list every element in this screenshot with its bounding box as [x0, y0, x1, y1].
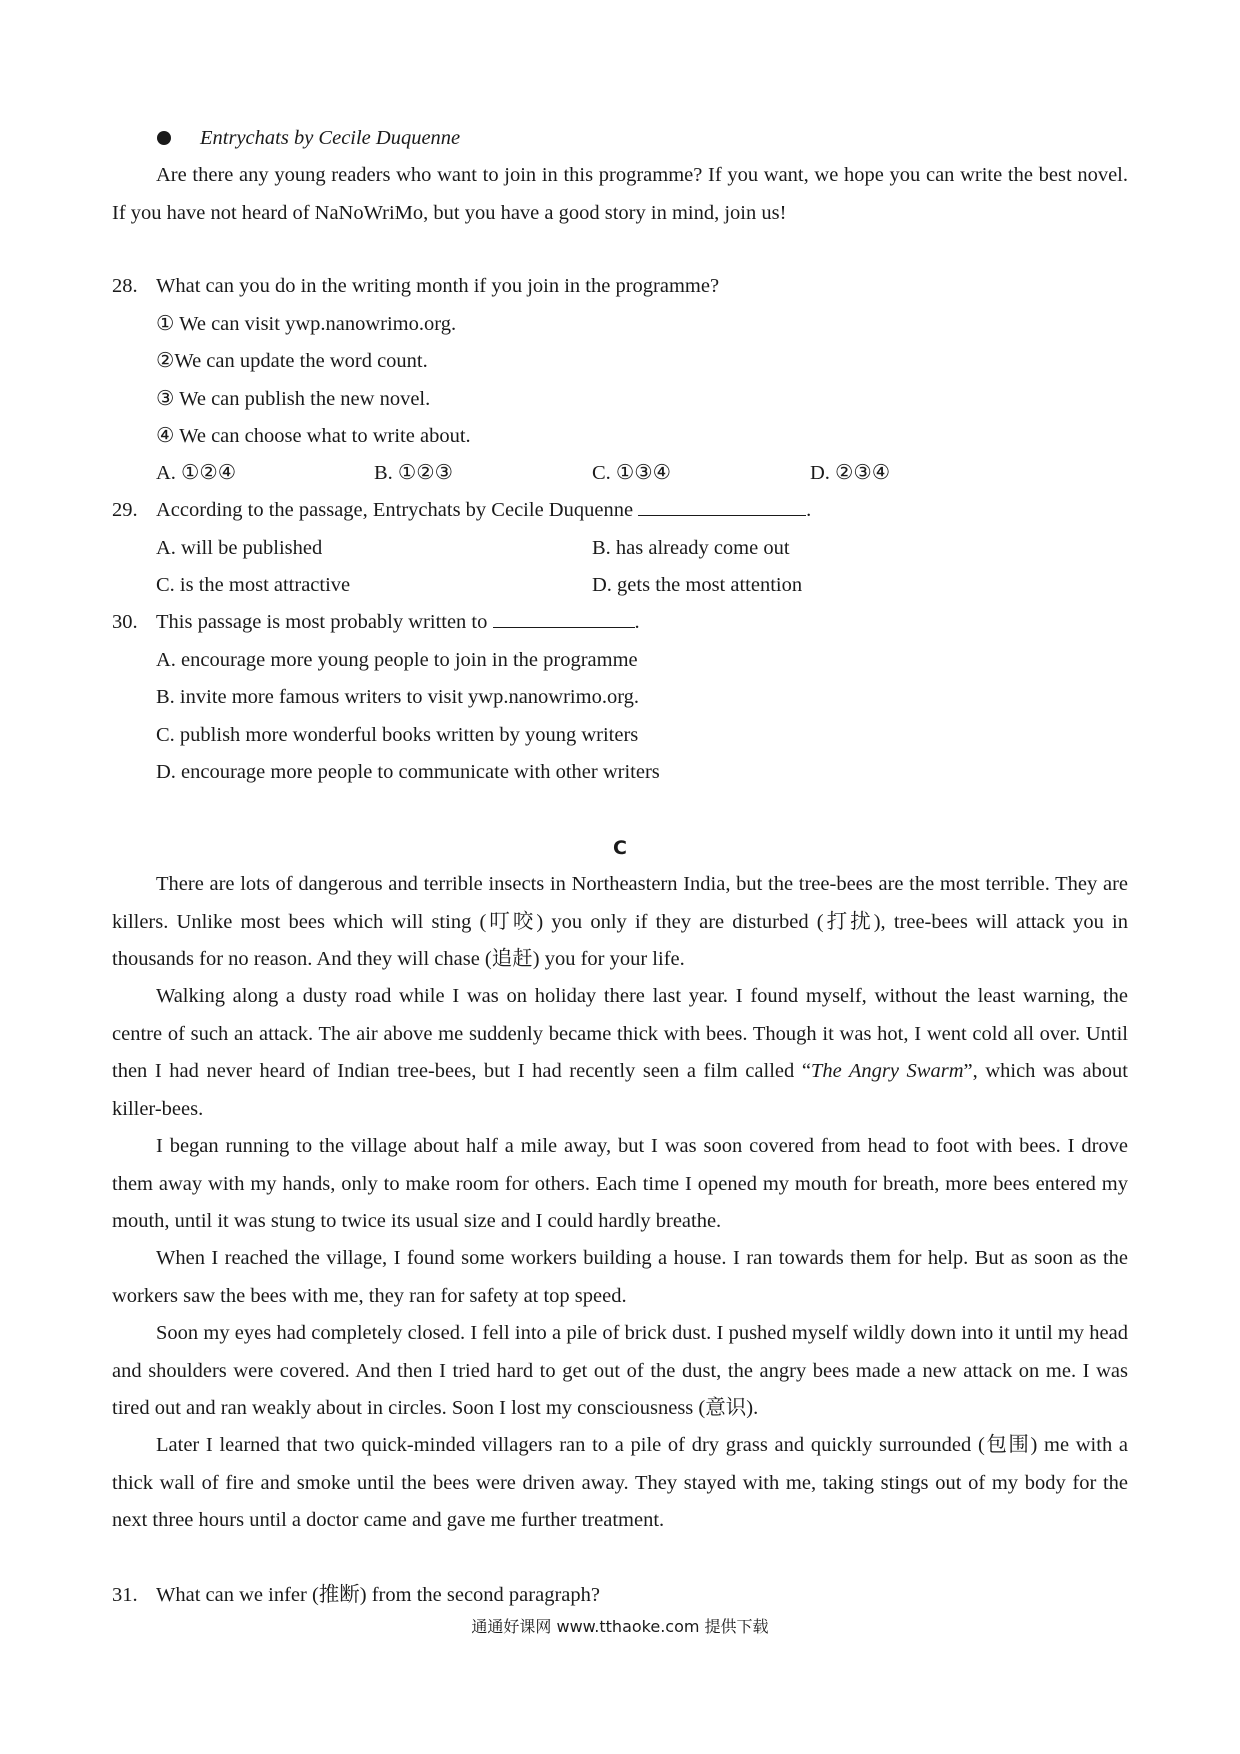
- question-30: 30. This passage is most probably written to .: [112, 604, 640, 642]
- question-number: 29.: [112, 499, 138, 521]
- page-footer: 通通好课网 www.tthaoke.com 提供下载: [471, 1617, 769, 1636]
- passage-paragraph-5: Soon my eyes had completely closed. I fell into a pile of brick dust. I pushed myself wildly down into it until my head and shoulders were covered. And then I tried hard to get out of the dust, the angry bees made a new attack on me. I was tired out and ran weakly about in circles. Soon I lost my consciousness (意识).: [112, 1322, 1128, 1419]
- question-stem: What can you do in the writing month if you join in the programme?: [156, 275, 720, 297]
- question-31: [112, 1577, 600, 1615]
- question-28: [112, 268, 719, 306]
- option-b: B. ①②③: [374, 462, 454, 484]
- film-title: The Angry Swarm: [810, 1060, 964, 1082]
- question-stem: This passage is most probably written to: [156, 611, 488, 633]
- option-c: C. is the most attractive: [156, 574, 351, 596]
- question-stem: What can we infer (推断) from the second paragraph?: [156, 1584, 600, 1606]
- option-b: B. has already come out: [592, 537, 790, 559]
- section-heading: C: [613, 837, 627, 859]
- passage-paragraph-2: Walking along a dusty road while I was on holiday there last year. I found myself, without the least warning, the centre of such an attack. The air above me suddenly became thick with bees. Though it was hot, I went cold all over. Until then I had never heard of Indian tree-bees, but I had recently seen a film called “The Angry Swarm”, which was about killer-bees.: [112, 985, 1128, 1120]
- question-stem: According to the passage, Entrychats by Cecile Duquenne: [156, 499, 634, 521]
- bullet-icon: [157, 131, 171, 145]
- question-29: 29. According to the passage, Entrychats by Cecile Duquenne .: [112, 492, 811, 530]
- passage-paragraph-3: I began running to the village about half a mile away, but I was soon covered from head to foot with bees. I drove them away with my hands, only to make room for others. Each time I opened my mouth for breath, more bees entered my mouth, until it was stung to twice its usual size and I could hardly breathe.: [112, 1135, 1128, 1232]
- statement-2: ②We can update the word count.: [156, 350, 428, 372]
- option-a: A. will be published: [156, 537, 323, 559]
- option-b: B. invite more famous writers to visit ywp.nanowrimo.org.: [156, 686, 640, 708]
- statement-1: ① We can visit ywp.nanowrimo.org.: [156, 313, 457, 335]
- answer-blank: [638, 493, 806, 516]
- book-title: Entrychats by Cecile Duquenne: [200, 127, 461, 149]
- question-number: 31.: [112, 1584, 138, 1606]
- passage-paragraph-6: Later I learned that two quick-minded villagers ran to a pile of dry grass and quickly surrounded (包围) me with a thick wall of fire and smoke until the bees were driven away. They stayed with me, taking stings out of my body for the next three hours until a doctor came and gave me further treatment.: [112, 1434, 1128, 1531]
- option-a: A. ①②④: [156, 462, 237, 484]
- question-number: 30.: [112, 611, 138, 633]
- intro-paragraph: Are there any young readers who want to join in this programme? If you want, we hope you can write the best novel. If you have not heard of NaNoWriMo, but you have a good story in mind, join us!: [112, 164, 1128, 224]
- statement-4: ④ We can choose what to write about.: [156, 425, 471, 447]
- answer-blank: [493, 605, 635, 628]
- passage-paragraph-4: When I reached the village, I found some workers building a house. I ran towards them for help. But as soon as the workers saw the bees with me, they ran for safety at top speed.: [112, 1247, 1128, 1307]
- option-c: C. ①③④: [592, 462, 672, 484]
- option-a: A. encourage more young people to join in the programme: [156, 649, 638, 671]
- statement-3: ③ We can publish the new novel.: [156, 388, 431, 410]
- option-d: D. ②③④: [810, 462, 891, 484]
- question-number: 28.: [112, 275, 138, 297]
- option-c: C. publish more wonderful books written by young writers: [156, 724, 639, 746]
- option-d: D. gets the most attention: [592, 574, 803, 596]
- passage-paragraph-1: There are lots of dangerous and terrible insects in Northeastern India, but the tree-bees are the most terrible. They are killers. Unlike most bees which will sting (叮咬) you only if they are disturbed (打扰), tree-bees will attack you in thousands for no reason. And they will chase (追赶) you for your life.: [112, 873, 1128, 970]
- option-d: D. encourage more people to communicate with other writers: [156, 761, 660, 783]
